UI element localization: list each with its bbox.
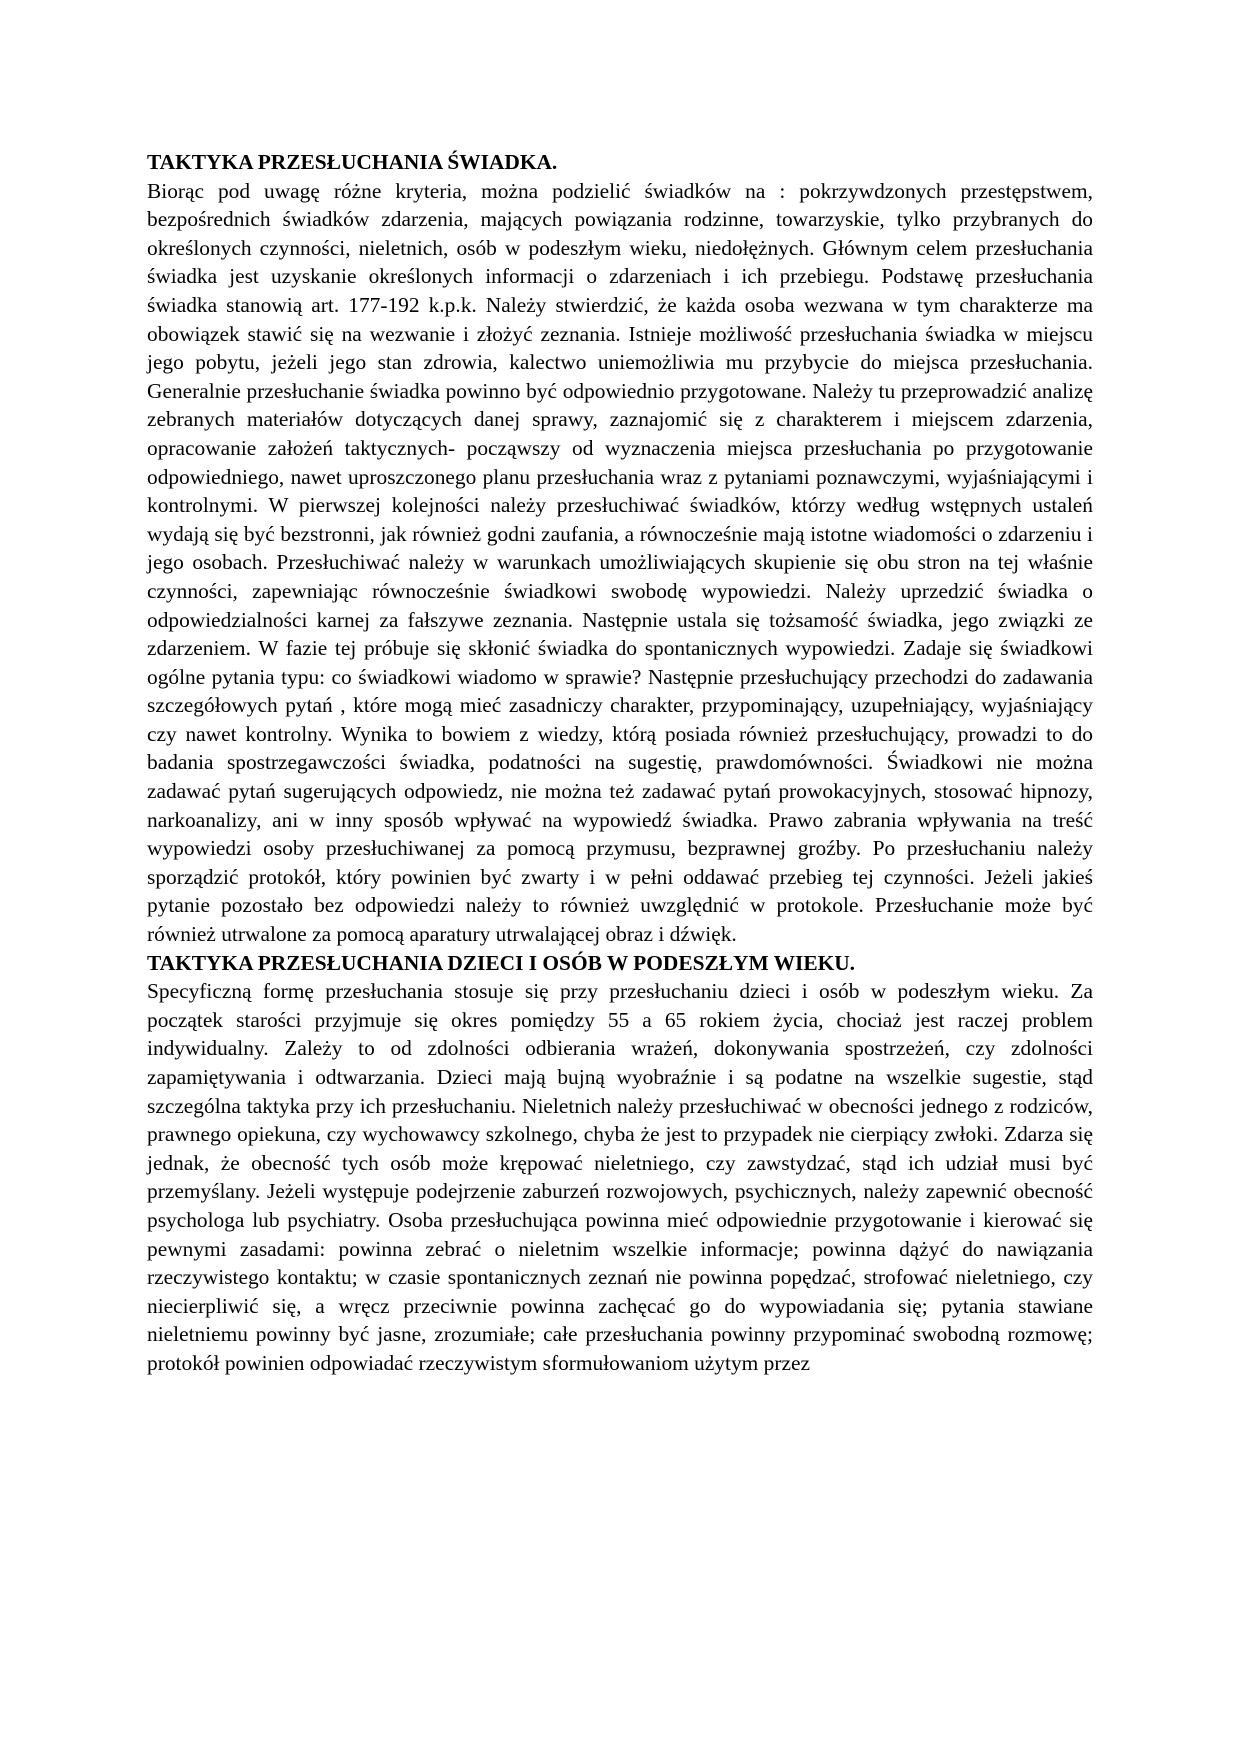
section-heading-children-elderly-interrogation: TAKTYKA PRZESŁUCHANIA DZIECI I OSÓB W PODESZŁYM WIEKU. bbox=[147, 950, 856, 975]
section-heading-witness-interrogation: TAKTYKA PRZESŁUCHANIA ŚWIADKA. bbox=[147, 150, 558, 174]
section-body-witness-interrogation: Biorąc pod uwagę różne kryteria, można podzielić świadków na : pokrzywdzonych przestępstwem, bezpośrednich świadków zdarzenia, mających powiązania rodzinne, towarzyskie, tylko przybranych do określonych czynności, nieletnich, osób w podeszłym wieku, niedołężnych. Głównym celem przesłuchania świadka jest uzyskanie określonych informacji o zdarzeniach i ich przebiegu. Podstawę przesłuchania świadka stanowią art. 177-192 k.p.k. Należy stwierdzić, że każda osoba wezwana w tym charakterze ma obowiązek stawić się na wezwanie i złożyć zeznania. Istnieje możliwość przesłuchania świadka w miejscu jego pobytu, jeżeli jego stan zdrowia, kalectwo uniemożliwia mu przybycie do miejsca przesłuchania. Generalnie przesłuchanie świadka powinno być odpowiednio przygotowane. Należy tu przeprowadzić analizę zebranych materiałów dotyczących danej sprawy, zaznajomić się z charakterem i miejscem zdarzenia, opracowanie założeń taktycznych- począwszy od wyznaczenia miejsca przesłuchania po przygotowanie odpowiedniego, nawet uproszczonego planu przesłuchania wraz z pytaniami poznawczymi, wyjaśniającymi i kontrolnymi. W pierwszej kolejności należy przesłuchiwać świadków, którzy według wstępnych ustaleń wydają się być bezstronni, jak również godni zaufania, a równocześnie mają istotne wiadomości o zdarzeniu i jego osobach. Przesłuchiwać należy w warunkach umożliwiających skupienie się obu stron na tej właśnie czynności, zapewniając równocześnie świadkowi swobodę wypowiedzi. Należy uprzedzić świadka o odpowiedzialności karnej za fałszywe zeznania. Następnie ustala się tożsamość świadka, jego związki ze zdarzeniem. W fazie tej próbuje się skłonić świadka do spontanicznych wypowiedzi. Zadaje się świadkowi ogólne pytania typu: co świadkowi wiadomo w sprawie? Następnie przesłuchujący przechodzi do zadawania szczegółowych pytań , które mogą mieć zasadniczy charakter, przypominający, uzupełniający, wyjaśniający czy nawet kontrolny. Wynika to bowiem z wiedzy, którą posiada również przesłuchujący, prowadzi to do badania spostrzegawczości świadka, podatności na sugestię, prawdomówności. Świadkowi nie można zadawać pytań sugerujących odpowiedz, nie można też zadawać pytań prowokacyjnych, stosować hipnozy, narkoanalizy, ani w inny sposób wpływać na wypowiedź świadka. Prawo zabrania wpływania na treść wypowiedzi osoby przesłuchiwanej za pomocą przymusu, bezprawnej groźby. Po przesłuchaniu należy sporządzić protokół, który powinien być zwarty i w pełni oddawać przebieg tej czynności. Jeżeli jakieś pytanie pozostało bez odpowiedzi należy to również uwzględnić w protokole. Przesłuchanie może być również utrwalone za pomocą aparatury utrwalającej obraz i dźwięk. bbox=[147, 178, 1093, 947]
section-body-children-elderly-interrogation: Specyficzną formę przesłuchania stosuje się przy przesłuchaniu dzieci i osób w podeszłym wieku. Za początek starości przyjmuje się okres pomiędzy 55 a 65 rokiem życia, chociaż jest raczej problem indywidualny. Zależy to od zdolności odbierania wrażeń, dokonywania spostrzeżeń, czy zdolności zapamiętywania i odtwarzania. Dzieci mają bujną wyobraźnie i są podatne na wszelkie sugestie, stąd szczególna taktyka przy ich przesłuchaniu. Nieletnich należy przesłuchiwać w obecności jednego z rodziców, prawnego opiekuna, czy wychowawcy szkolnego, chyba że jest to przypadek nie cierpiący zwłoki. Zdarza się jednak, że obecność tych osób może krępować nieletniego, czy zawstydzać, stąd ich udział musi być przemyślany. Jeżeli występuje podejrzenie zaburzeń rozwojowych, psychicznych, należy zapewnić obecność psychologa lub psychiatry. Osoba przesłuchująca powinna mieć odpowiednie przygotowanie i kierować się pewnymi zasadami: powinna zebrać o nieletnim wszelkie informacje; powinna dążyć do nawiązania rzeczywistego kontaktu; w czasie spontanicznych zeznań nie powinna popędzać, strofować nieletniego, czy niecierpliwić się, a wręcz przeciwnie powinna zachęcać go do wypowiadania się; pytania stawiane nieletniemu powinny być jasne, zrozumiałe; całe przesłuchania powinny przypominać swobodną rozmowę; protokół powinien odpowiadać rzeczywistym sformułowaniom użytym przez bbox=[147, 979, 1093, 1375]
document-page bbox=[147, 148, 1093, 1378]
